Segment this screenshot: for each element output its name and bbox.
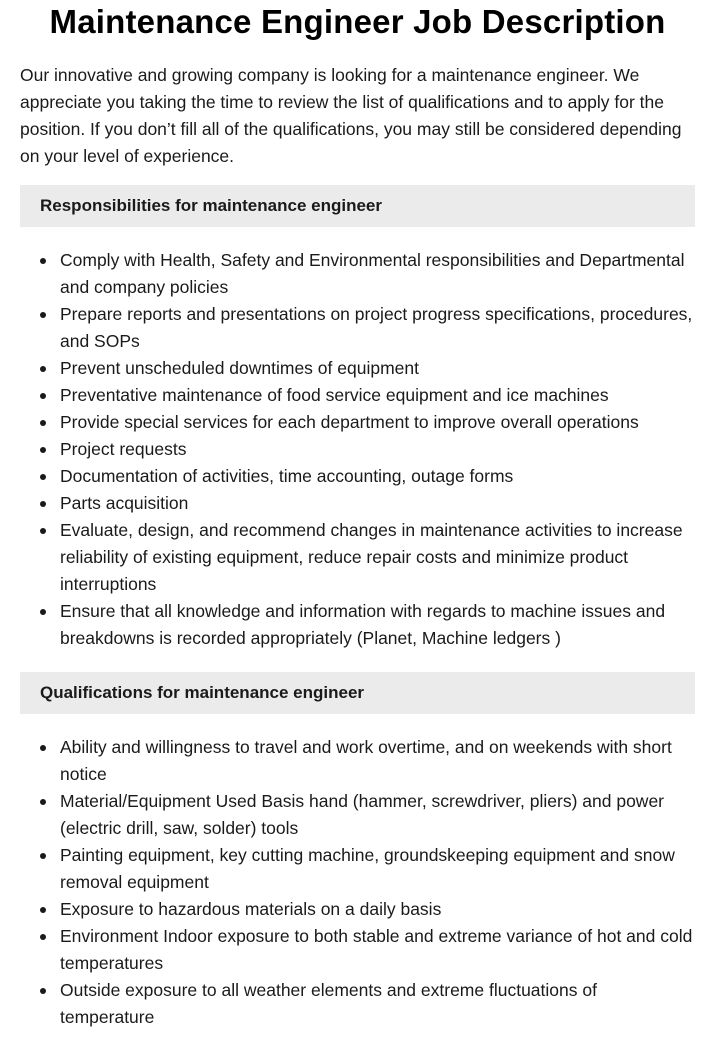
bullet-icon [40, 474, 46, 480]
list-item [20, 842, 695, 896]
list-item-text: Outside exposure to all weather elements and extreme fluctuations of temperature [60, 980, 597, 1027]
bullet-icon [40, 745, 46, 751]
bullet-icon [40, 501, 46, 507]
bullet-icon [40, 853, 46, 859]
bullet-icon [40, 907, 46, 913]
list-item [20, 409, 695, 436]
list-item-text: Environment Indoor exposure to both stable and extreme variance of hot and cold temperatures [60, 926, 693, 973]
list-item-text: Parts acquisition [60, 493, 189, 513]
list-item [20, 463, 695, 490]
bullet-icon [40, 258, 46, 264]
list-item [20, 247, 695, 301]
list-item [20, 355, 695, 382]
list-item-text: Ability and willingness to travel and work overtime, and on weekends with short notice [60, 737, 672, 784]
bullet-icon [40, 366, 46, 372]
list-item-text: Preventative maintenance of food service equipment and ice machines [60, 385, 609, 405]
list-item-text: Project requests [60, 439, 187, 459]
list-item [20, 436, 695, 463]
list-item [20, 301, 695, 355]
bullet-icon [40, 528, 46, 534]
list-item-text: Prepare reports and presentations on project progress specifications, procedures, and SOPs [60, 304, 693, 351]
bullet-icon [40, 934, 46, 940]
bullet-icon [40, 312, 46, 318]
bullet-icon [40, 420, 46, 426]
list-item-text: Evaluate, design, and recommend changes in maintenance activities to increase reliability of existing equipment, reduce repair costs and minimize product interruptions [60, 520, 683, 594]
list-item [20, 382, 695, 409]
bullet-icon [40, 799, 46, 805]
list-item-text: Documentation of activities, time accounting, outage forms [60, 466, 514, 486]
intro-paragraph: Our innovative and growing company is looking for a maintenance engineer. We appreciate you taking the time to review the list of qualifications and to apply for the position. If you don’t fill all of the qualifications, you may still be considered depending on your level of experience. [20, 65, 682, 166]
list-item [20, 923, 695, 977]
list-item [20, 598, 695, 652]
bullet-icon [40, 393, 46, 399]
list-item-text: Ensure that all knowledge and information with regards to machine issues and breakdowns is recorded appropriately (Planet, Machine ledgers ) [60, 601, 666, 648]
bullet-icon [40, 609, 46, 615]
list-item-text: Comply with Health, Safety and Environmental responsibilities and Departmental and company policies [60, 250, 685, 297]
list-item [20, 517, 695, 598]
list-item-text: Material/Equipment Used Basis hand (hammer, screwdriver, pliers) and power (electric drill, saw, solder) tools [60, 791, 665, 838]
list-item [20, 490, 695, 517]
qualifications-list [20, 734, 695, 1031]
list-item [20, 788, 695, 842]
responsibilities-heading: Responsibilities for maintenance engineer [20, 185, 695, 227]
responsibilities-list [20, 247, 695, 652]
list-item-text: Exposure to hazardous materials on a daily basis [60, 899, 442, 919]
list-item [20, 734, 695, 788]
list-item-text: Painting equipment, key cutting machine, groundskeeping equipment and snow removal equipment [60, 845, 675, 892]
list-item [20, 977, 695, 1031]
list-item [20, 896, 695, 923]
bullet-icon [40, 447, 46, 453]
bullet-icon [40, 988, 46, 994]
list-item-text: Prevent unscheduled downtimes of equipment [60, 358, 419, 378]
qualifications-heading: Qualifications for maintenance engineer [20, 672, 695, 714]
list-item-text: Provide special services for each department to improve overall operations [60, 412, 639, 432]
page-title: Maintenance Engineer Job Description [49, 3, 666, 40]
